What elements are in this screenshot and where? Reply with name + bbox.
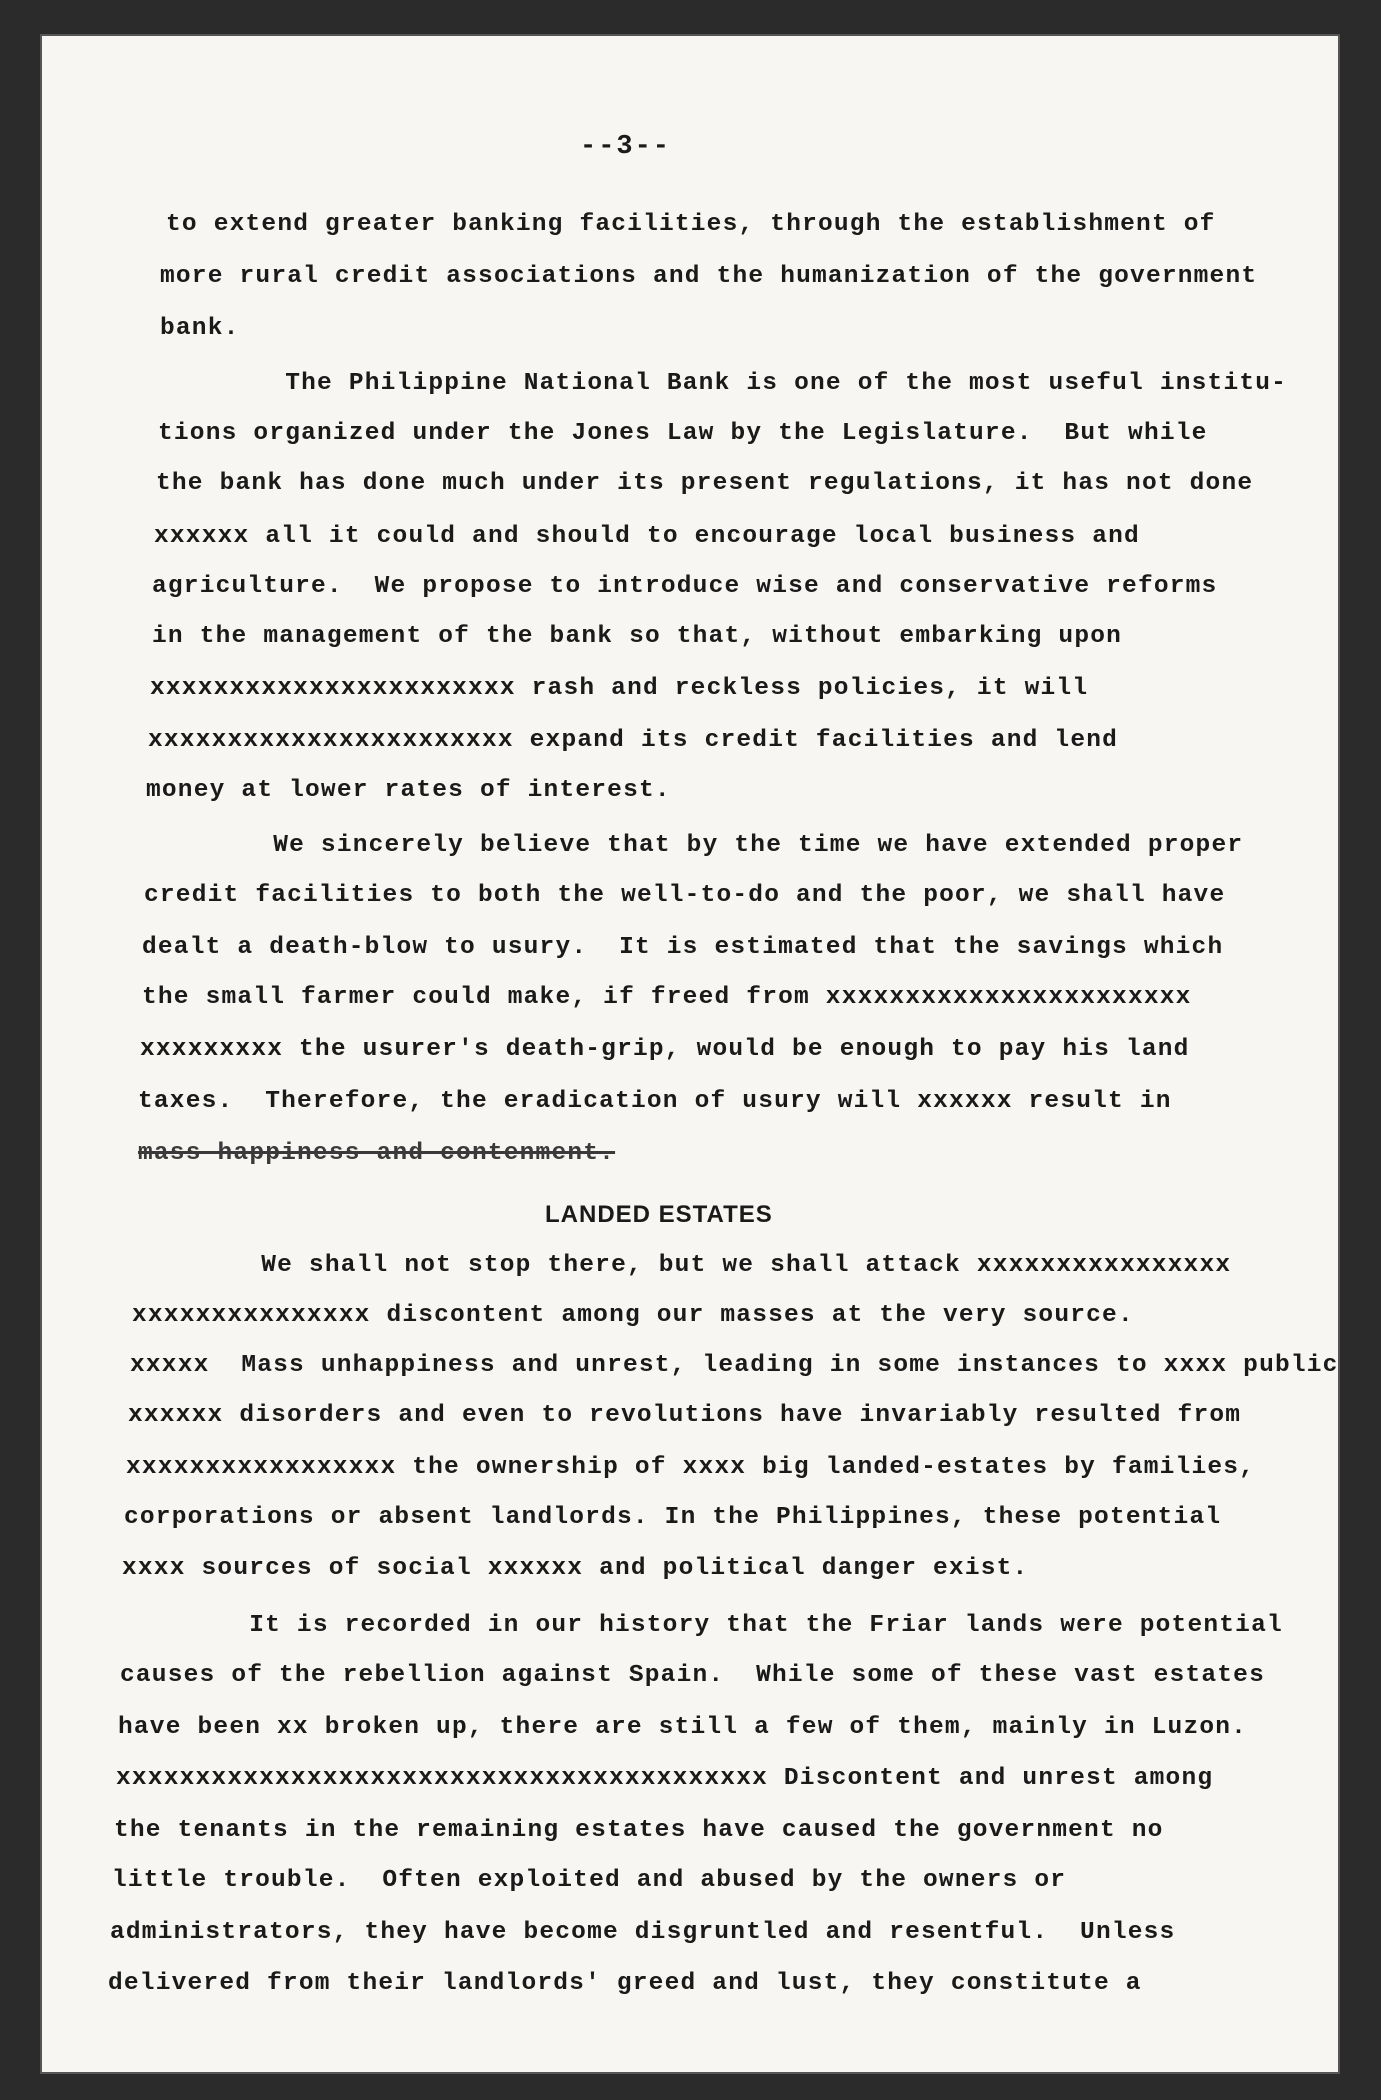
text-line: money at lower rates of interest.: [146, 777, 671, 804]
text-line: xxxxxxxxxxxxxxx discontent among our masses at the very source.: [132, 1302, 1134, 1329]
text-line: We sincerely believe that by the time we have extended proper: [146, 832, 1244, 859]
text-line: delivered from their landlords' greed and lust, they constitute a: [108, 1970, 1142, 1997]
text-line: taxes. Therefore, the eradication of usury will xxxxxx result in: [138, 1088, 1172, 1115]
text-line: The Philippine National Bank is one of the most useful institu-: [158, 370, 1288, 397]
text-line: the small farmer could make, if freed from xxxxxxxxxxxxxxxxxxxxxxx: [142, 984, 1192, 1011]
text-line: xxxxxxxxxxxxxxxxxxxxxxx expand its credit facilities and lend: [148, 727, 1119, 754]
text-line: xxxxxx disorders and even to revolutions have invariably resulted from: [128, 1402, 1242, 1429]
text-line: administrators, they have become disgruntled and resentful. Unless: [110, 1919, 1176, 1946]
text-line: have been xx broken up, there are still a few of them, mainly in Luzon.: [118, 1714, 1248, 1741]
text-line: xxxxx Mass unhappiness and unrest, leading in some instances to xxxx public: [130, 1352, 1339, 1379]
text-line: xxxxxx all it could and should to encourage local business and: [154, 523, 1140, 550]
text-line: bank.: [160, 315, 240, 342]
text-line: tions organized under the Jones Law by the Legislature. But while: [158, 420, 1208, 447]
text-line: xxxxxxxxxxxxxxxxx the ownership of xxxx big landed-estates by families,: [126, 1454, 1256, 1481]
text-line: causes of the rebellion against Spain. While some of these vast estates: [120, 1662, 1265, 1689]
text-line: We shall not stop there, but we shall attack xxxxxxxxxxxxxxxx: [134, 1252, 1232, 1279]
text-line: more rural credit associations and the humanization of the government: [160, 263, 1258, 290]
text-line: the bank has done much under its present regulations, it has not done: [156, 470, 1254, 497]
text-line: xxxxxxxxxxxxxxxxxxxxxxxxxxxxxxxxxxxxxxxxx Discontent and unrest among: [116, 1765, 1214, 1792]
text-line: agriculture. We propose to introduce wise and conservative reforms: [152, 573, 1218, 600]
section-heading: LANDED ESTATES: [545, 1201, 773, 1228]
text-line: dealt a death-blow to usury. It is estimated that the savings which: [142, 934, 1224, 961]
text-line: corporations or absent landlords. In the Philippines, these potential: [124, 1504, 1222, 1531]
text-line: xxxxxxxxxxxxxxxxxxxxxxx rash and reckless policies, it will: [150, 675, 1089, 702]
text-line: to extend greater banking facilities, through the establishment of: [166, 211, 1216, 238]
struck-line: mass happiness and contenment.: [138, 1140, 616, 1167]
page-number: --3--: [580, 132, 672, 162]
text-line: the tenants in the remaining estates have caused the government no: [114, 1817, 1164, 1844]
text-line: in the management of the bank so that, without embarking upon: [152, 623, 1123, 650]
text-line: It is recorded in our history that the Friar lands were potential: [122, 1612, 1283, 1639]
text-line: xxxx sources of social xxxxxx and political danger exist.: [122, 1555, 1029, 1582]
text-line: little trouble. Often exploited and abused by the owners or: [112, 1867, 1067, 1894]
text-line: credit facilities to both the well-to-do and the poor, we shall have: [144, 882, 1226, 909]
text-line: xxxxxxxxx the usurer's death-grip, would be enough to pay his land: [140, 1036, 1190, 1063]
